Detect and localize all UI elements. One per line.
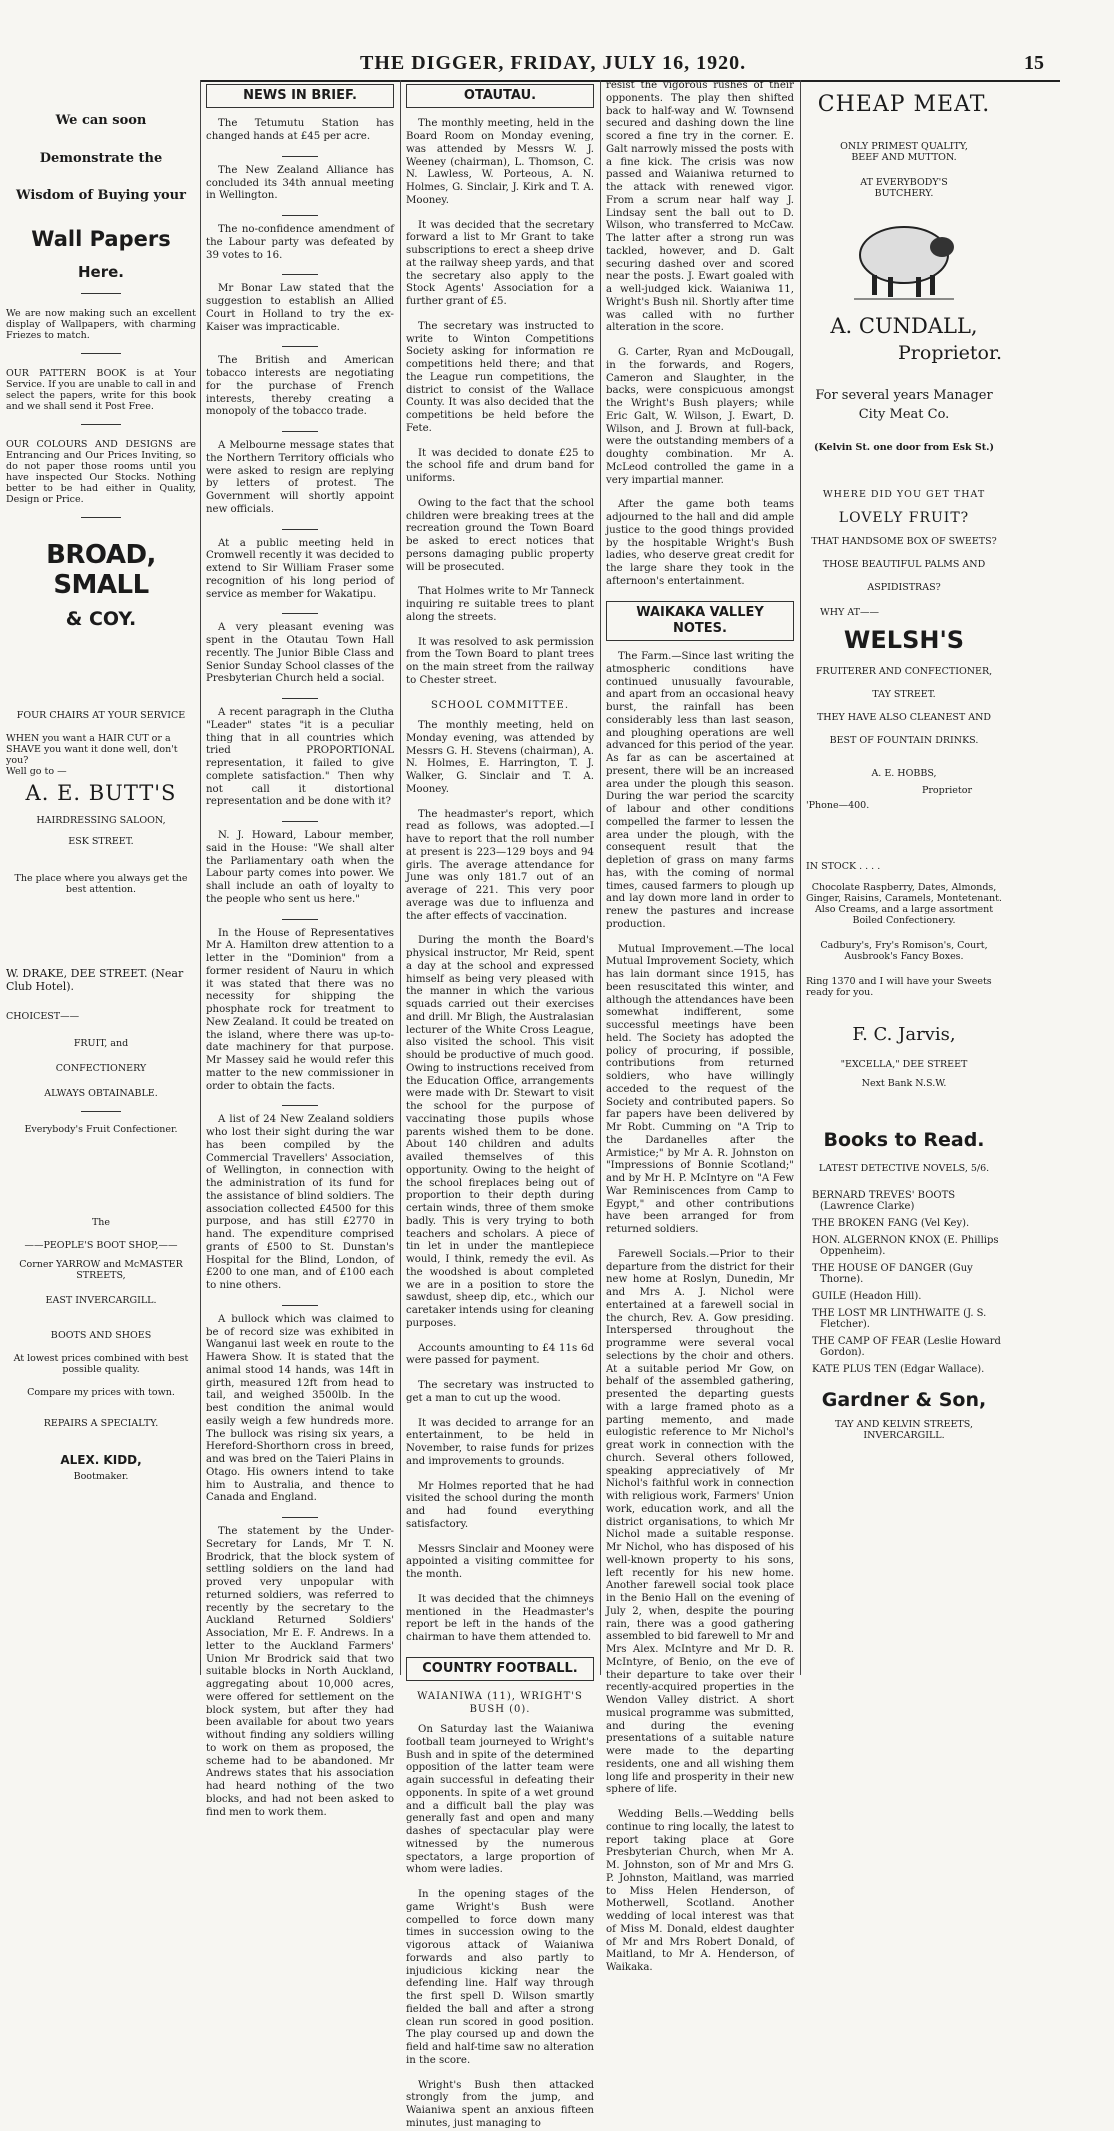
intro-line: Wisdom of Buying your bbox=[16, 188, 186, 204]
chocolate-list: Chocolate Raspberry, Dates, Almonds, Ginger, Raisins, Caramels, Montetenant. Also Creams, and a large assortment Boiled Confectionery. bbox=[806, 882, 1002, 926]
otautau-column bbox=[406, 80, 594, 2129]
column-rule bbox=[200, 80, 201, 1675]
jarvis-name: F. C. Jarvis, bbox=[852, 1024, 956, 1045]
best-attention: The place where you always get the best attention. bbox=[14, 873, 188, 896]
pattern-book-text: OUR PATTERN BOOK is at Your Service. If you are unable to call in and select the papers, write for this book and we shall send it Post Free. bbox=[6, 368, 196, 413]
school-item: The secretary was instructed to get a man to cut up the wood. bbox=[406, 1380, 594, 1404]
why-at: WHY AT—— bbox=[820, 607, 880, 618]
cadbury: Cadbury's, Fry's Romison's, Court, Ausbrook's Fancy Boxes. bbox=[820, 940, 988, 962]
otautau-item: It was decided that the secretary forward a list to Mr Grant to take subscriptions to erect a sheep drive at the railway sheep yards, and that the secretary also apply to the Stock Agents' Association for a further grant of £5. bbox=[406, 219, 594, 307]
divider bbox=[81, 517, 121, 518]
book-title: KATE PLUS TEN (Edgar Wallace). bbox=[812, 1364, 985, 1375]
city-meat: City Meat Co. bbox=[858, 407, 950, 422]
welsh-name: WELSH'S bbox=[843, 626, 965, 654]
football-cont: After the game both teams adjourned to the hall and did ample justice to the good things provided by the hospitable Wright's Bush ladies, who deserve great credit for the large share they took in the afternoon's entertainment. bbox=[606, 499, 794, 587]
tay-street: TAY STREET. bbox=[872, 689, 936, 700]
haircut-text: WHEN you want a HAIR CUT or a SHAVE you want it done well, don't you? bbox=[6, 733, 178, 767]
gardner-name: Gardner & Son, bbox=[821, 1389, 987, 1411]
lowest-prices: At lowest prices combined with best possible quality. bbox=[13, 1353, 189, 1376]
intro-line: We can soon bbox=[55, 113, 147, 128]
palms-line: THOSE BEAUTIFUL PALMS AND bbox=[822, 559, 986, 570]
otautau-item: That Holmes write to Mr Tanneck inquiring re suitable trees to plant along the streets. bbox=[406, 586, 594, 623]
column-rule bbox=[800, 80, 801, 1675]
confectionery-line: CONFECTIONERY bbox=[55, 1063, 147, 1075]
football-subheading: WAIANIWA (11), WRIGHT'S BUSH (0). bbox=[417, 1691, 583, 1715]
tay-kelvin: TAY AND KELVIN STREETS, bbox=[835, 1419, 973, 1430]
latest-novels: LATEST DETECTIVE NOVELS, 5/6. bbox=[818, 1163, 990, 1174]
divider bbox=[81, 293, 121, 294]
divider bbox=[81, 1111, 121, 1112]
waikaka-heading: WAIKAKA VALLEY NOTES. bbox=[606, 601, 794, 642]
otautau-item: The monthly meeting, held in the Board Room on Monday evening, was attended by Messrs W. J. Weeney (chairman), L. Thomson, C. N. Lawless, W. Porteous, A. N. Holmes, G. Sinclair, J. Kirk and T. A. Mooney. bbox=[406, 118, 594, 206]
otautau-item: The secretary was instructed to write to Winton Competitions Society asking for information re competitions held there; and that the League run competitions, the district to consist of the Wallace County. It was also decided that the competitions be held before the Fete. bbox=[406, 320, 594, 434]
where-line: WHERE DID YOU GET THAT bbox=[822, 489, 986, 500]
the-label: The bbox=[91, 1217, 111, 1229]
hobbs-proprietor: Proprietor bbox=[921, 785, 972, 796]
butt-name: A. E. BUTT'S bbox=[25, 781, 177, 806]
book-title: THE HOUSE OF DANGER (Guy Thorne). bbox=[812, 1263, 973, 1285]
cundall-name: A. CUNDALL, bbox=[830, 314, 978, 338]
excella: "EXCELLA," DEE STREET bbox=[840, 1059, 968, 1070]
divider bbox=[81, 353, 121, 354]
otautau-heading: OTAUTAU. bbox=[406, 84, 594, 108]
beef-mutton: BEEF AND MUTTON. bbox=[851, 152, 957, 163]
waikaka-item: Farewell Socials.—Prior to their departure from the district for their new home at Roslyn, Dunedin, Mr and Mrs A. J. Nichol were entertained at a farewell social in the church, Rev. A. Gow presiding. Interspersed throughout the programme were several vocal selections by the choir and others. At a suitable period Mr Gow, on behalf of the assembled gathering, presented the departing guests with a large framed photo as a parting memento, and made eulogistic reference to Mr Nichol's great work in connection with the church. Several others followed, speaking appreciatively of Mr Nichol's faithful work in connection with religious work, Farmers' Union work, education work, and all the district organisations, to which Mr Nichol made a suitable response. Mr Nichol, who has disposed of his well-known property to his sons, left recently for his new home. Another farewell social took place in the Benio Hall on the evening of July 2, when, despite the pouring rain, there was a good gathering assembled to bid farewell to Mr and Mrs Alex. McIntyre and Mr D. R. McIntyre, of Benio, on the eve of their departure to take over their recently-acquired properties in the Wendon Valley district. A short musical programme was submitted, and during the evening presentations of a suitable nature were made to the departing residents, one and all wishing them long life and prosperity in their new sphere of life. bbox=[606, 1248, 794, 1796]
kelvin-address: (Kelvin St. one door from Esk St.) bbox=[814, 442, 994, 453]
news-item: The Tetumutu Station has changed hands at £45 per acre. bbox=[206, 118, 394, 142]
divider bbox=[81, 424, 121, 425]
chairs-heading: FOUR CHAIRS AT YOUR SERVICE bbox=[16, 710, 186, 722]
east-invercargill: EAST INVERCARGILL. bbox=[45, 1295, 157, 1307]
news-item: A very pleasant evening was spent in the Otautau Town Hall recently. The Junior Bible Class and Senior Sunday School classes of the Presbyterian Church held a social. bbox=[206, 622, 394, 685]
waikaka-item: Wedding Bells.—Wedding bells continue to ring locally, the latest to report taking place at Gore Presbyterian Church, when Mr A. M. Johnston, son of Mr and Mrs G. P. Johnston, Maitland, was married to Miss Helen Henderson, of Motherwell, Scotland. Another wedding of local interest was that of Miss M. Donald, eldest daughter of Mr and Mrs Robert Donald, of Maitland, to Mr A. Henderson, of Waikaka. bbox=[606, 1809, 794, 1973]
football-cont: G. Carter, Ryan and McDougall, in the forwards, and Rogers, Cameron and Slaughter, in the backs, were conspicuous amongst the Wright's Bush players; while Eric Galt, W. Wilson, J. Ewart, D. Wilson, and J. Brown at full-back, were the outstanding members of a doughty combination. Mr A. McLeod controlled the game in a very impartial manner. bbox=[606, 347, 794, 486]
wallpapers-title: Wall Papers bbox=[31, 227, 171, 252]
invercargill: INVERCARGILL. bbox=[863, 1430, 945, 1441]
fountain-drinks: BEST OF FOUNTAIN DRINKS. bbox=[829, 735, 979, 746]
news-item: The statement by the Under-Secretary for Lands, Mr T. N. Brodrick, that the block system of settling soldiers on the land had proved very unpopular with returned soldiers, was referred to recently by the secretary to the Auckland Returned Soldiers' Association, Mr E. F. Andrews. In a letter to the Auckland Farmers' Union Mr Brodrick said that two suitable blocks in North Auckland, aggregating about 10,000 acres, were offered for settlement on the block system, but after they had been available for about two years without finding any soldiers willing to work on them as proposed, the scheme had to be abandoned. Mr Andrews states that his association had heard nothing of the two blocks, and had not been asked to find men to work them. bbox=[206, 1526, 394, 1818]
fruit-confectioner: Everybody's Fruit Confectioner. bbox=[24, 1124, 178, 1136]
news-item: A list of 24 New Zealand soldiers who lost their sight during the war has been compiled by the Commercial Travellers' Association, of Wellington, in connection with the administration of its fund for the assistance of blind soldiers. The association collected £4500 for this purpose, and has still £2770 in hand. The expenditure comprised grants of £500 to St. Dunstan's Hospital for the Blind, London, of £200 to one man, and of £100 each to nine others. bbox=[206, 1114, 394, 1291]
masthead bbox=[0, 48, 1114, 78]
boots-shoes: BOOTS AND SHOES bbox=[50, 1330, 152, 1342]
school-item: Messrs Sinclair and Mooney were appointed a visiting committee for the month. bbox=[406, 1543, 594, 1580]
news-heading: NEWS IN BRIEF. bbox=[206, 84, 394, 108]
news-column bbox=[206, 80, 394, 1818]
aspidistras: ASPIDISTRAS? bbox=[867, 582, 941, 593]
go-to-text: Well go to — bbox=[6, 766, 67, 778]
otautau-item: It was decided to donate £25 to the school fife and drum band for uniforms. bbox=[406, 447, 594, 484]
masthead-title: THE DIGGER, FRIDAY, JULY 16, 1920. bbox=[360, 52, 747, 74]
football-item: Wright's Bush then attacked strongly from the jump, and Waianiwa spent an anxious fifteen minutes, just managing to bbox=[406, 2079, 594, 2129]
news-item: At a public meeting held in Cromwell recently it was decided to extend to Sir William Fraser some recognition of his long period of service as member for Wakatipu. bbox=[206, 537, 394, 600]
football-heading: COUNTRY FOOTBALL. bbox=[406, 1657, 594, 1681]
corner-address: Corner YARROW and McMASTER STREETS, bbox=[19, 1259, 183, 1282]
choicest: CHOICEST—— bbox=[6, 1011, 80, 1023]
news-item: In the House of Representatives Mr A. Hamilton drew attention to a letter in the "Dominion" from a former resident of Nauru in which it was stated that there was no necessity for shipping the phosphate rock for treatment to New Zealand. It could be treated on the island, where there was up-to-date machinery for that purpose. Mr Massey said he would refer this matter to the new commissioner in order to obtain the facts. bbox=[206, 927, 394, 1092]
ring: Ring 1370 and I will have your Sweets ready for you. bbox=[806, 976, 992, 998]
at-everybodys: AT EVERYBODY'S bbox=[860, 177, 948, 188]
firm-name: BROAD, SMALL bbox=[46, 540, 156, 601]
firm-name-2: & COY. bbox=[65, 608, 137, 631]
school-heading: SCHOOL COMMITTEE. bbox=[430, 699, 570, 711]
cleanest: THEY HAVE ALSO CLEANEST AND bbox=[816, 712, 992, 723]
school-item: It was decided that the chimneys mentioned in the Headmaster's report be left in the hands of the chairman to have them attended to. bbox=[406, 1593, 594, 1643]
news-item: A Melbourne message states that the Northern Territory officials who were asked to resign are replying by letters of protest. The Government will shortly appoint new officials. bbox=[206, 440, 394, 515]
school-item: Mr Holmes reported that he had visited the school during the month and had found everything satisfactory. bbox=[406, 1480, 594, 1530]
book-list bbox=[806, 1190, 1002, 1375]
news-item: The British and American tobacco interests are negotiating for the purchase of French interests, thereby creating a monopoly of the tobacco trade. bbox=[206, 355, 394, 418]
cheap-meat: CHEAP MEAT. bbox=[817, 92, 991, 117]
news-item: A recent paragraph in the Clutha "Leader" states "it is a peculiar thing that in all countries which tried PROPORTIONAL representation, it failed to give complete satisfaction." Then why not call it distortional representation and be done with it? bbox=[206, 707, 394, 808]
football-item: In the opening stages of the game Wright's Bush were compelled to force down many times in succession owing to the vigorous attack of Waianiwa forwards and also partly to injudicious kicking near the defending line. Half way through the first spell D. Wilson smartly fielded the ball and after a strong clean run scored in good position. The play coursed up and down the field and half-time saw no alteration in the score. bbox=[406, 1889, 594, 2066]
phone: 'Phone—400. bbox=[806, 800, 870, 811]
proprietor: Proprietor. bbox=[898, 342, 1002, 364]
book-title: BERNARD TREVES' BOOTS (Lawrence Clarke) bbox=[812, 1190, 956, 1212]
compare-prices: Compare my prices with town. bbox=[27, 1387, 175, 1399]
news-item: The no-confidence amendment of the Labour party was defeated by 39 votes to 16. bbox=[206, 224, 394, 261]
column-rule bbox=[400, 80, 401, 1675]
butchery: BUTCHERY. bbox=[874, 188, 934, 199]
waikaka-item: The Farm.—Since last writing the atmospheric conditions have continued unusually favourable, and apart from an occasional heavy burst, the rainfall has been considerably less than last season, and ploughing operations are well advanced for this period of the year. As far as can be ascertained at present, there will be an increased area under the plough this season. During the war period the scarcity of labour and other conditions compelled the farmer to lessen the area under the plough, with the consequent result that the depletion of grass on many farms has, with the coming of normal times, caused farmers to plough up and lay down more land in order to renew the pastures and increase production. bbox=[606, 651, 794, 930]
boot-shop: ——PEOPLE'S BOOT SHOP,—— bbox=[24, 1240, 178, 1252]
news-item: The New Zealand Alliance has concluded its 34th annual meeting in Wellington. bbox=[206, 164, 394, 202]
here-title: Here. bbox=[78, 263, 124, 282]
drake-name: W. DRAKE, DEE STREET. (Near Club Hotel). bbox=[6, 967, 184, 994]
waikaka-item: Mutual Improvement.—The local Mutual Improvement Society, which has lain dormant since 1915, has been resuscitated this winter, and although the attendances have been somewhat indifferent, some successful meetings have been held. The Society has adopted the policy of procuring, if possible, contributions from returned soldiers, who have willingly acceded to the request of the Society and contributed papers. So far papers have been delivered by Mr Robt. Cumming on "A Trip to the Dardanelles after the Armistice;" by Mr A. R. Johnston on "Impressions of Bonnie Scotland;" and by Mr H. P. McIntyre on "A Few War Reminiscences from Camp to Egypt," and other contributions have been arranged for from returned soldiers. bbox=[606, 943, 794, 1235]
bootmaker: Bootmaker. bbox=[73, 1471, 129, 1483]
sheep-icon bbox=[806, 213, 1002, 306]
hobbs-name: A. E. HOBBS, bbox=[871, 768, 937, 779]
next-bank: Next Bank N.S.W. bbox=[861, 1078, 947, 1089]
repairs: REPAIRS A SPECIALTY. bbox=[43, 1418, 159, 1430]
intro-line: Demonstrate the bbox=[39, 150, 163, 166]
book-title: GUILE (Headon Hill). bbox=[812, 1291, 922, 1302]
book-title: HON. ALGERNON KNOX (E. Phillips Oppenheim). bbox=[812, 1235, 999, 1257]
news-item: N. J. Howard, Labour member, said in the House: "We shall alter the Parliamentary oath when the Labour party comes into power. We shall include an oath of loyalty to the people who sent us here." bbox=[206, 830, 394, 905]
book-title: THE CAMP OF FEAR (Leslie Howard Gordon). bbox=[812, 1336, 1001, 1358]
right-ad-column bbox=[806, 80, 1002, 1675]
otautau-item: Owing to the fact that the school children were breaking trees at the recreation ground the Town Board be asked to erect notices that persons damaging public property will be prosecuted. bbox=[406, 497, 594, 573]
book-title: THE LOST MR LINTHWAITE (J. S. Fletcher). bbox=[812, 1308, 987, 1330]
books-to-read: Books to Read. bbox=[823, 1129, 985, 1151]
waikaka-column bbox=[606, 80, 794, 1973]
book-title: THE BROKEN FANG (Vel Key). bbox=[812, 1218, 970, 1229]
manager-line: For several years Manager bbox=[815, 388, 993, 403]
in-stock: IN STOCK . . . . bbox=[806, 861, 881, 872]
news-item: A bullock which was claimed to be of record size was exhibited in Wanganui last week en route to the Hawera Show. It is stated that the animal stood 14 hands, was 14ft in girth, measured 12ft from head to tail, and weighed 3500lb. In the best condition the animal would easily weigh a few hundreds more. The bullock was rising six years, a Hereford-Shorthorn cross in breed, and was bred on the Taieri Plains in Otago. His owners intend to take him to Australia, and thence to Canada and England. bbox=[206, 1313, 394, 1504]
saloon: HAIRDRESSING SALOON, bbox=[36, 815, 166, 827]
esk-street: ESK STREET. bbox=[68, 836, 134, 848]
kidd-name: ALEX. KIDD, bbox=[60, 1453, 142, 1468]
fruiterer: FRUITERER AND CONFECTIONER, bbox=[815, 666, 993, 677]
handsome-box: THAT HANDSOME BOX OF SWEETS? bbox=[811, 536, 997, 547]
wallpaper-text: We are now making such an excellent display of Wallpapers, with charming Friezes to match. bbox=[6, 308, 196, 342]
school-item: It was decided to arrange for an entertainment, to be held in November, to raise funds for prizes and improvements to grounds. bbox=[406, 1417, 594, 1467]
school-item: The headmaster's report, which read as follows, was adopted.—I have to report that the roll number at present is 223—129 boys and 94 girls. The average attendance for June was only 181.7 out of an average of 221. This very poor average was due to influenza and the after effects of vaccination. bbox=[406, 808, 594, 922]
left-ad-column bbox=[6, 80, 196, 1675]
school-item: During the month the Board's physical instructor, Mr Reid, spent a day at the school and expressed himself as being very pleased with the manner in which the various squads carried out their exercises and drill. Mr Bligh, the Australasian lecturer of the White Cross League, also visited the school. This visit should be productive of much good. Owing to instructions received from the Education Office, arrangements were made with Dr. Stewart to visit the school for the purpose of vaccinating those pupils whose parents wished them to be done. About 140 children and adults availed themselves of this opportunity. Owing to the height of the school fireplaces being out of proportion to their depth during certain winds, three of them smoke badly. This is very trying to both teachers and scholars. A piece of tin let in under the mantlepiece would, I think, remedy the evil. As the woodshed is about completed we are in a position to store the sawdust, sheep dip, etc., which our caretaker intends using for cleaning purposes. bbox=[406, 935, 594, 1329]
football-item: On Saturday last the Waianiwa football team journeyed to Wright's Bush and in spite of the determined opposition of the latter team were again successful in defeating their opponents. In spite of a wet ground and a difficult ball the play was generally fast and open and many dashes of spectacular play were witnessed by the numerous spectators, a large proportion of whom were ladies. bbox=[406, 1724, 594, 1876]
football-cont: resist the vigorous rushes of their opponents. The play then shifted back to half-way and W. Townsend secured and dashing down the line scored a fine try in the corner. E. Galt narrowly missed the posts with a fine kick. The crisis was now passed and Waianiwa returned to the attack with renewed vigor. From a scrum near half way J. Lindsay sent the ball out to D. Wilson, who transferred to McCaw. The latter after a strong run was tackled, however, and D. Galt securing dashed over and scored near the posts. J. Ewart goaled with a well-judged kick. Waianiwa 11, Wright's Bush nil. Shortly after time was called with no further alteration in the score. bbox=[606, 80, 794, 334]
otautau-item: It was resolved to ask permission from the Town Board to plant trees on the main street from the railway to Chester street. bbox=[406, 636, 594, 686]
lovely-fruit: LOVELY FRUIT? bbox=[838, 510, 970, 526]
wallpaper-intro bbox=[6, 102, 196, 215]
school-item: Accounts amounting to £4 11s 6d were passed for payment. bbox=[406, 1342, 594, 1367]
column-rule bbox=[600, 80, 601, 1675]
page-number: 15 bbox=[1024, 52, 1044, 74]
school-item: The monthly meeting, held on Monday evening, was attended by Messrs G. H. Stevens (chairman), A. N. Holmes, E. Harrington, T. J. Walker, G. Sinclair and T. A. Mooney. bbox=[406, 720, 594, 795]
always-obtainable: ALWAYS OBTAINABLE. bbox=[44, 1088, 158, 1100]
news-item: Mr Bonar Law stated that the suggestion to establish an Allied Court in Holland to try the ex-Kaiser was impracticable. bbox=[206, 283, 394, 333]
primest: ONLY PRIMEST QUALITY, bbox=[840, 141, 968, 152]
colours-text: OUR COLOURS AND DESIGNS are Entrancing and Our Prices Inviting, so do not paper those rooms until you have inspected Our Stocks. Nothing better to be had either in Quality, Design or Price. bbox=[6, 439, 196, 506]
fruit-line: FRUIT, and bbox=[73, 1038, 129, 1050]
